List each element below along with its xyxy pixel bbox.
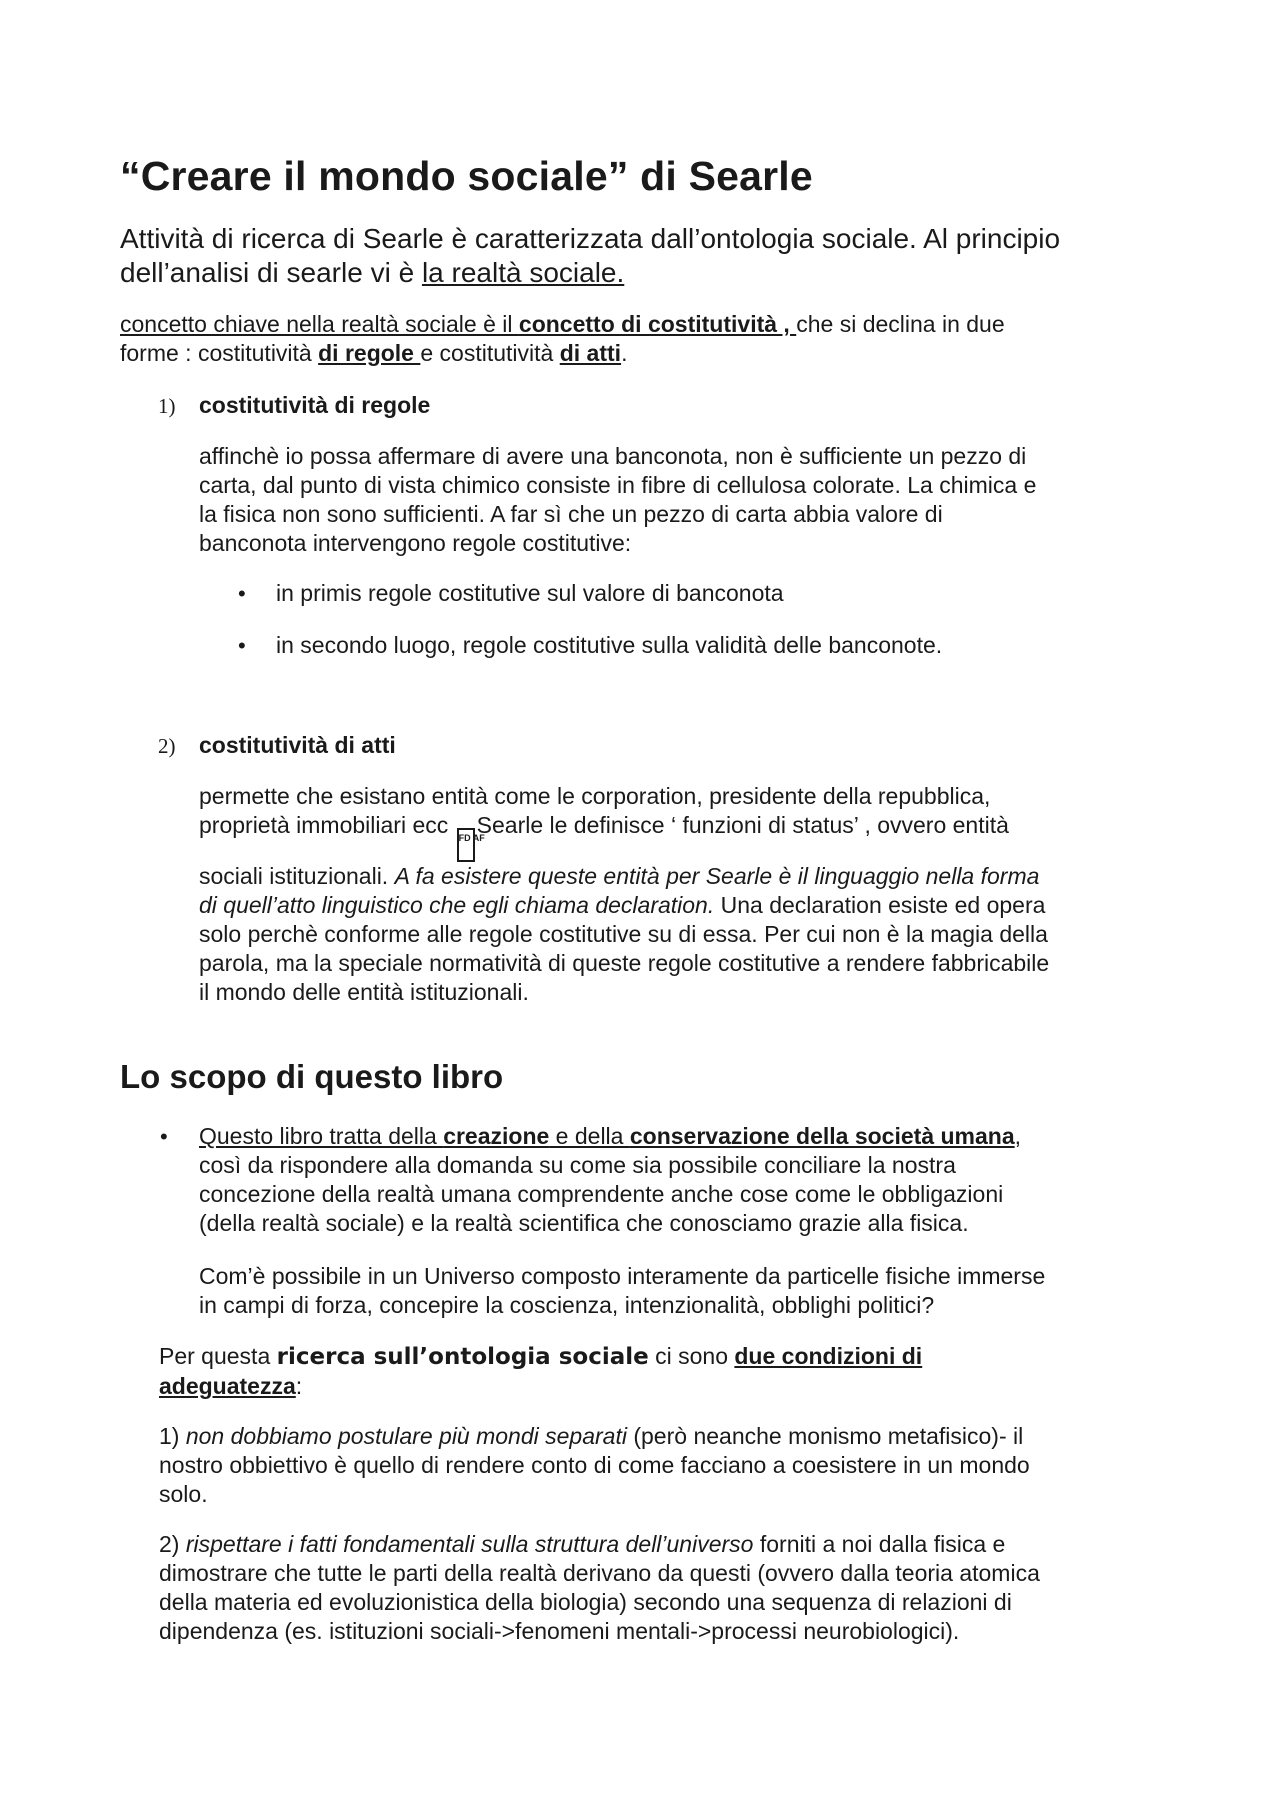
creazione-text: creazione <box>443 1123 550 1149</box>
section-1-body <box>199 442 1036 558</box>
section-3-line: così da rispondere alla domanda su come sia possibile conciliare la nostra <box>199 1152 956 1178</box>
section-3-text: , <box>1014 1123 1022 1149</box>
condition-text: 1) <box>159 1423 186 1449</box>
section-2-line: solo perchè conforme alle regole costitutive su di essa. Per cui non è la magia della <box>199 921 1048 947</box>
concept-text-a3: che si declina in due <box>796 311 1005 337</box>
concept-text-b5: . <box>621 340 628 366</box>
list-number-1: 1) <box>158 394 176 418</box>
page-title: “Creare il mondo sociale” di Searle <box>120 153 813 199</box>
bullet-icon: • <box>160 1124 168 1149</box>
condition-text: 2) <box>159 1531 186 1557</box>
section-2-heading: costitutività di atti <box>199 732 396 758</box>
question-line: in campi di forza, concepire la coscienza, intenzionalità, obblighi politici? <box>199 1292 935 1318</box>
section-2-line <box>199 891 1049 920</box>
missing-glyph-icon: FD AF <box>457 828 475 862</box>
research-line-2 <box>159 1372 922 1401</box>
research-text: Per questa <box>159 1343 277 1369</box>
condition-1-line: nostro obbiettivo è quello di rendere conto di come facciano a coesistere in un mondo <box>159 1452 1030 1478</box>
section-2-italic-text: A fa esistere queste entità per Searle è il linguaggio nella forma <box>394 863 1040 889</box>
ricerca-ontologia-text: ricerca sull’ontologia sociale <box>276 1344 649 1370</box>
section-1-line: affinchè io possa affermare di avere una banconota, non è sufficiente un pezzo di <box>199 443 1027 469</box>
section-1-bullet-2: in secondo luogo, regole costitutive sulla validità delle banconote. <box>276 632 943 658</box>
condition-italic-text: rispettare i fatti fondamentali sulla struttura dell’universo <box>185 1531 754 1557</box>
section-2-line: il mondo delle entità istituzionali. <box>199 979 529 1005</box>
condition-italic-text: non dobbiamo postulare più mondi separati <box>185 1423 627 1449</box>
concept-di-atti: di atti <box>559 340 622 366</box>
condition-2-line <box>159 1530 1040 1559</box>
intro-line-1: Attività di ricerca di Searle è caratterizzata dall’ontologia sociale. Al principio <box>120 223 1061 254</box>
section-2-line <box>199 862 1049 891</box>
section-3-text: e della <box>549 1123 630 1149</box>
concept-paragraph <box>120 310 1005 368</box>
concept-text-b3: e costitutività <box>420 340 560 366</box>
section-3-text: Questo libro tratta della <box>199 1123 444 1149</box>
section-3-question <box>199 1262 1045 1320</box>
intro-line-2 <box>120 256 1060 290</box>
list-number-2: 2) <box>158 734 176 758</box>
adeguatezza-text: adeguatezza <box>159 1373 296 1399</box>
section-2-line <box>199 811 1049 862</box>
conservazione-text: conservazione della società umana <box>629 1123 1015 1149</box>
condition-1-paragraph <box>159 1422 1030 1509</box>
section-2-text: sociali istituzionali. <box>199 863 395 889</box>
question-line: Com’è possibile in un Universo composto interamente da particelle fisiche immerse <box>199 1263 1046 1289</box>
section-3-line: concezione della realtà umana comprendente anche cose come le obbligazioni <box>199 1181 1004 1207</box>
concept-text-b1: forme : costitutività <box>120 340 319 366</box>
section-2-body <box>199 782 1049 1007</box>
research-text: ci sono <box>648 1343 735 1369</box>
condition-2-line: dimostrare che tutte le parti della realtà derivano da questi (ovvero dalla teoria atomica <box>159 1560 1040 1586</box>
bullet-icon: • <box>238 581 246 606</box>
research-line-1 <box>159 1342 922 1372</box>
section-2-text: Searle le definisce ‘ funzioni di status’ , ovvero entità <box>476 812 1009 838</box>
section-3-line <box>199 1122 1021 1151</box>
section-2-line: parola, ma la speciale normatività di queste regole costitutive a rendere fabbricabile <box>199 950 1050 976</box>
realta-sociale-text: la realtà sociale. <box>421 257 625 288</box>
concept-line-1 <box>120 310 1005 339</box>
intro-paragraph <box>120 222 1060 290</box>
condition-text: forniti a noi dalla fisica e <box>753 1531 1006 1557</box>
section-2-text: proprietà immobiliari ecc <box>199 812 455 838</box>
concept-key-term: concetto di costitutività , <box>518 311 797 337</box>
section-2-italic-text: di quell’atto linguistico che egli chiama declaration. <box>199 892 715 918</box>
section-1-heading: costitutività di regole <box>199 392 431 418</box>
concept-text-a1: concetto chiave nella realtà sociale è il <box>120 311 519 337</box>
section-2-line: permette che esistano entità come le corporation, presidente della repubblica, <box>199 783 991 809</box>
concept-line-2 <box>120 339 1005 368</box>
condition-2-paragraph <box>159 1530 1040 1646</box>
research-text: : <box>295 1373 303 1399</box>
bullet-icon: • <box>238 633 246 658</box>
condition-1-line <box>159 1422 1030 1451</box>
intro-text: dell’analisi di searle vi è <box>120 257 422 288</box>
condition-1-line: solo. <box>159 1481 208 1507</box>
section-2-text: Una declaration esiste ed opera <box>714 892 1046 918</box>
section-1-line: carta, dal punto di vista chimico consiste in fibre di cellulosa colorate. La chimica e <box>199 472 1037 498</box>
condition-2-line: della materia ed evoluzionistica della biologia) secondo una sequenza di relazioni di <box>159 1589 1012 1615</box>
research-paragraph <box>159 1342 922 1401</box>
condition-2-line: dipendenza (es. istituzioni sociali->fenomeni mentali->processi neurobiologici). <box>159 1618 960 1644</box>
section-1-line: la fisica non sono sufficienti. A far sì che un pezzo di carta abbia valore di <box>199 501 943 527</box>
condition-text: (però neanche monismo metafisico)- il <box>626 1423 1024 1449</box>
concept-di-regole: di regole <box>318 340 421 366</box>
section-3-heading: Lo scopo di questo libro <box>120 1058 504 1095</box>
section-3-bullet-paragraph <box>199 1122 1021 1238</box>
section-3-line: (della realtà sociale) e la realtà scientifica che conosciamo grazie alla fisica. <box>199 1210 969 1236</box>
condizioni-text: due condizioni di <box>734 1343 923 1369</box>
section-1-line: banconota intervengono regole costitutive: <box>199 530 632 556</box>
section-1-bullet-1: in primis regole costitutive sul valore di banconota <box>276 580 784 606</box>
